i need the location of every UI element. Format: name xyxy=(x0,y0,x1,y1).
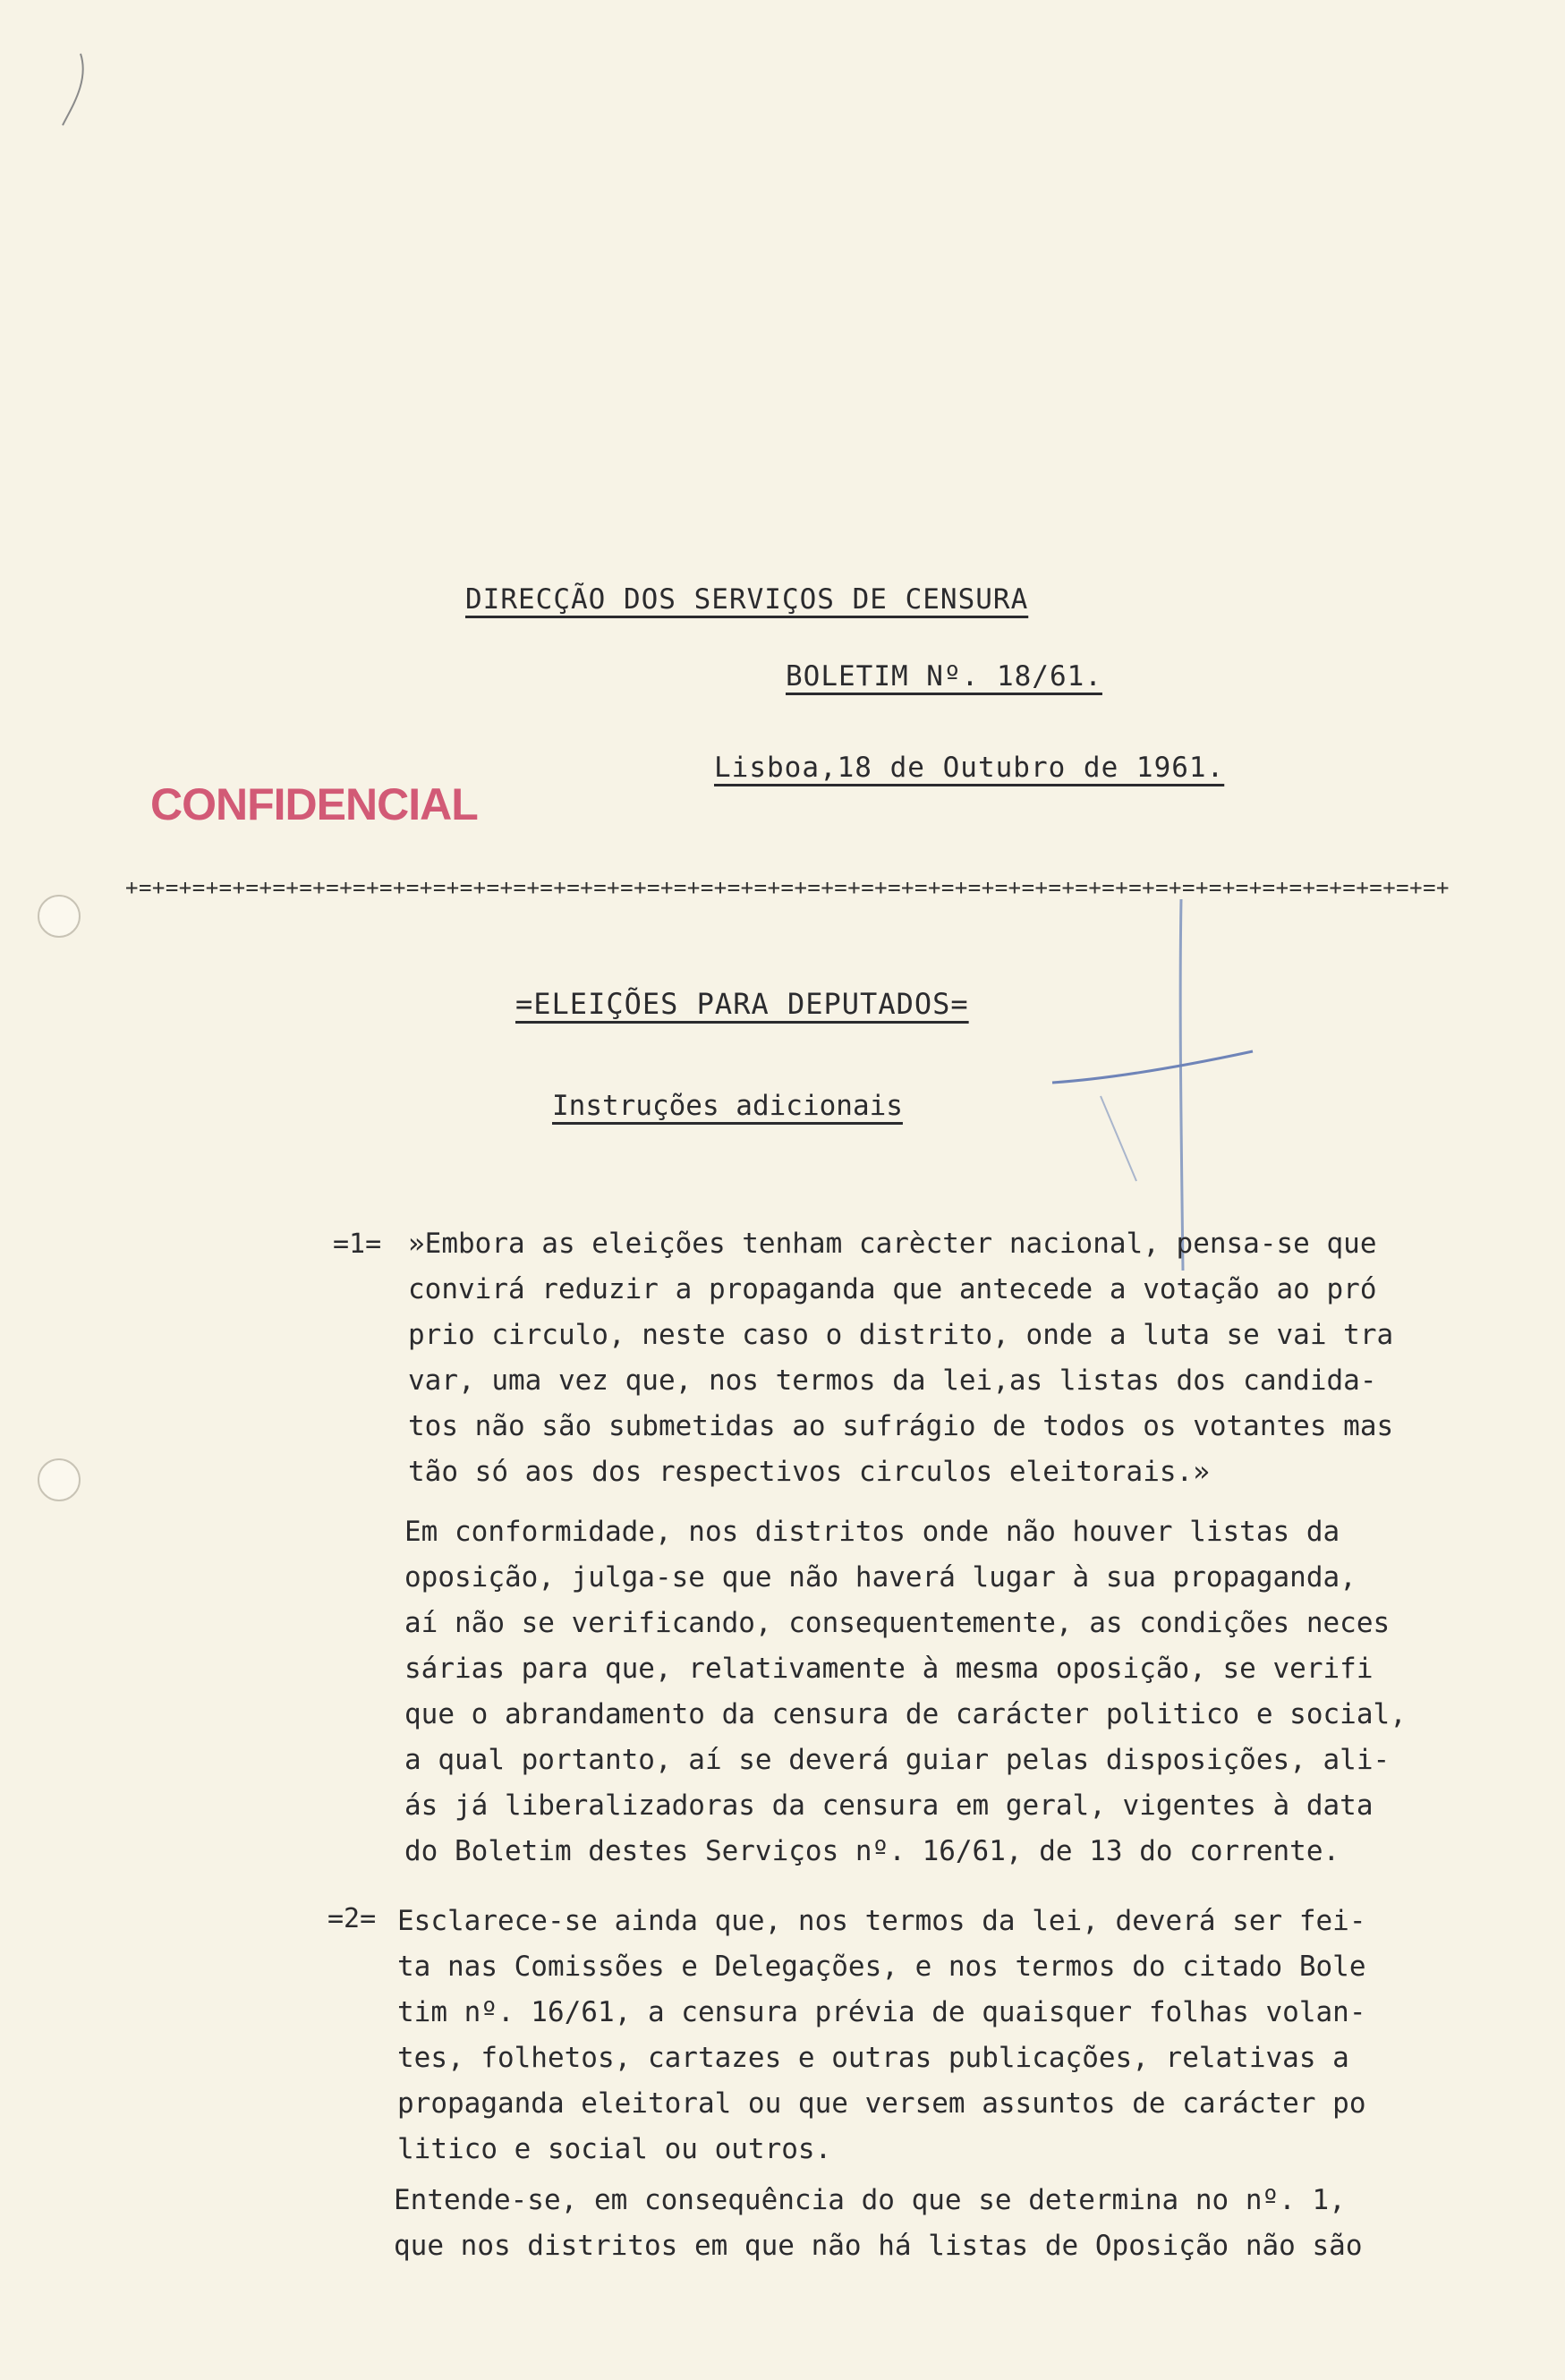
text-line: »Embora as eleições tenham carècter nacional, pensa-se que xyxy=(408,1228,1377,1260)
confidential-stamp: CONFIDENCIAL xyxy=(150,779,478,829)
divider-line: +=+=+=+=+=+=+=+=+=+=+=+=+=+=+=+=+=+=+=+=+=+=+=+=+=+=+=+=+=+=+=+=+=+=+=+=+=+=+=+=+=+=+=+=+=+=+=+=+=+ xyxy=(125,875,1450,900)
paragraph-4 xyxy=(394,2178,1363,2269)
text-line: convirá reduzir a propaganda que antecede a votação ao pró xyxy=(408,1273,1377,1305)
item-number-1: =1= xyxy=(333,1228,382,1260)
bulletin-number: BOLETIM Nº. 18/61. xyxy=(786,660,1102,693)
text-line: sárias para que, relativamente à mesma oposição, se verifi xyxy=(404,1653,1374,1685)
text-line: que o abrandamento da censura de carácter politico e social, xyxy=(404,1698,1407,1730)
section-subtitle: Instruções adicionais xyxy=(552,1090,903,1122)
punch-hole-bottom xyxy=(38,1458,81,1501)
text-line: oposição, julga-se que não haverá lugar à sua propaganda, xyxy=(404,1561,1357,1594)
text-line: var, uma vez que, nos termos da lei,as listas dos candida- xyxy=(408,1364,1377,1397)
text-line: tes, folhetos, cartazes e outras publicações, relativas a xyxy=(397,2042,1349,2074)
text-line: tos não são submetidas ao sufrágio de todos os votantes mas xyxy=(408,1410,1394,1442)
section-title: =ELEIÇÕES PARA DEPUTADOS= xyxy=(515,987,969,1021)
punch-hole-top xyxy=(38,895,81,938)
text-line: Esclarece-se ainda que, nos termos da lei, deverá ser fei- xyxy=(397,1905,1366,1937)
text-line: que nos distritos em que não há listas de Oposição não são xyxy=(394,2230,1363,2262)
dateline: Lisboa,18 de Outubro de 1961. xyxy=(714,752,1225,784)
text-line: tão só aos dos respectivos circulos eleitorais.» xyxy=(408,1456,1210,1488)
paragraph-2 xyxy=(404,1509,1407,1874)
text-line: ás já liberalizadoras da censura em geral, vigentes à data xyxy=(404,1789,1374,1822)
pencil-mark xyxy=(27,45,107,161)
text-line: a qual portanto, aí se deverá guiar pelas disposições, ali- xyxy=(404,1744,1391,1776)
text-line: Em conformidade, nos distritos onde não houver listas da xyxy=(404,1516,1340,1548)
paragraph-3 xyxy=(397,1899,1366,2172)
text-line: litico e social ou outros. xyxy=(397,2133,832,2165)
text-line: do Boletim destes Serviços nº. 16/61, de 13 do corrente. xyxy=(404,1835,1340,1867)
text-line: Entende-se, em consequência do que se determina no nº. 1, xyxy=(394,2184,1346,2216)
text-line: propaganda eleitoral ou que versem assuntos de carácter po xyxy=(397,2087,1366,2120)
text-line: aí não se verificando, consequentemente, as condições neces xyxy=(404,1607,1391,1639)
paragraph-1 xyxy=(408,1221,1393,1495)
text-line: tim nº. 16/61, a censura prévia de quaisquer folhas volan- xyxy=(397,1996,1366,2028)
text-line: prio circulo, neste caso o distrito, onde a luta se vai tra xyxy=(408,1319,1394,1351)
agency-header: DIRECÇÃO DOS SERVIÇOS DE CENSURA xyxy=(465,583,1029,616)
item-number-2: =2= xyxy=(327,1903,377,1934)
text-line: ta nas Comissões e Delegações, e nos termos do citado Bole xyxy=(397,1951,1366,1983)
